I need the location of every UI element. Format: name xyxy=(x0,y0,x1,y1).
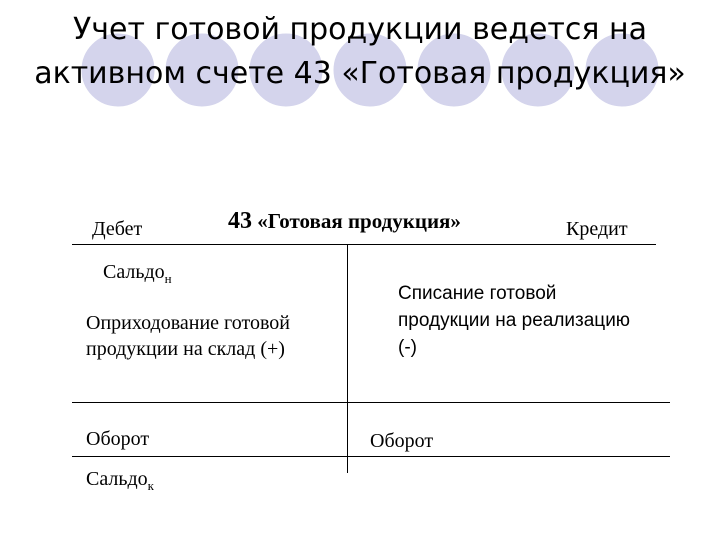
slide-title xyxy=(0,8,720,96)
closing-balance-subscript: к xyxy=(147,478,154,493)
account-number: 43 xyxy=(228,208,252,234)
opening-balance-label: Сальдо$_н$ xyxy=(103,261,172,286)
account-top-line xyxy=(72,244,656,245)
account-header xyxy=(228,208,461,235)
opening-balance-subscript: н xyxy=(164,271,172,286)
debit-turnover-label: Оборот xyxy=(86,428,150,450)
debit-entry-text: Оприходование готовой продукции на склад (+) xyxy=(86,312,290,360)
title-line-1: Учет готовой продукции ведется на xyxy=(73,12,647,47)
balance-line xyxy=(72,456,670,457)
account-divider-line xyxy=(347,245,348,473)
account-name: «Готовая продукция» xyxy=(257,209,461,233)
debit-label: Дебет xyxy=(92,218,143,240)
title-line-2: активном счете 43 «Готовая продукция» xyxy=(34,56,686,91)
credit-entry-text: Списание готовой продукции на реализацию (-) xyxy=(398,283,631,358)
turnover-line xyxy=(72,402,670,403)
closing-balance-label: Сальдо$_к$ xyxy=(86,468,154,493)
credit-label: Кредит xyxy=(566,218,628,240)
credit-turnover-label: Оборот xyxy=(370,430,434,452)
